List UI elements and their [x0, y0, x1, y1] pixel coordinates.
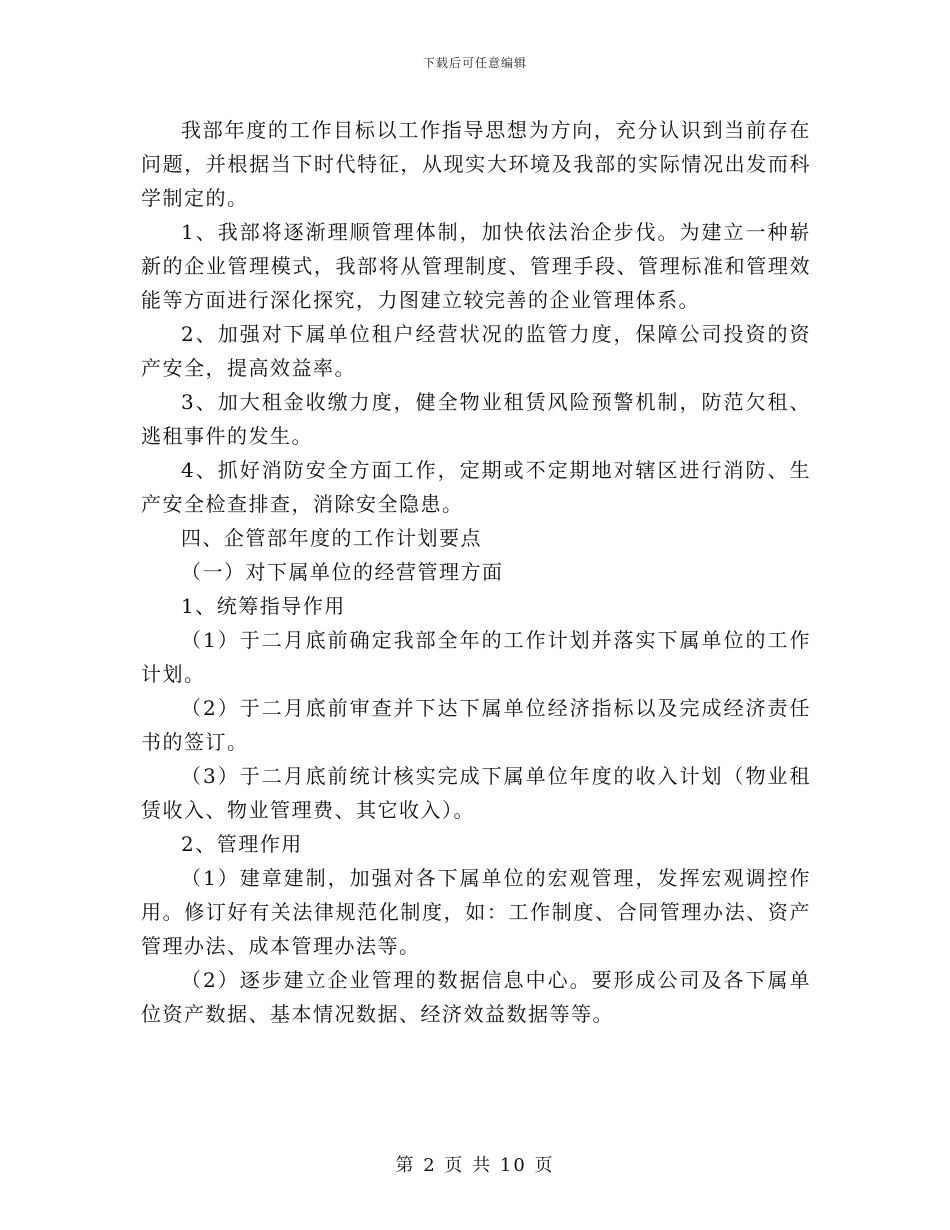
paragraph: 1、我部将逐渐理顺管理体制，加快依法治企步伐。为建立一种崭新的企业管理模式，我部将从管理制度、管理手段、管理标准和管理效能等方面进行深化探究，力图建立较完善的企业管理体系。: [141, 220, 811, 312]
page-footer: [0, 1151, 950, 1177]
paragraph: 3、加大租金收缴力度，健全物业租赁风险预警机制，防范欠租、逃租事件的发生。: [141, 390, 811, 448]
page-label-middle: 页 共: [444, 1155, 493, 1176]
item-heading: 1、统筹指导作用: [181, 594, 346, 618]
paragraph: 2、加强对下属单位租户经营状况的监管力度，保障公司投资的资产安全，提高效益率。: [141, 322, 811, 380]
page-header: 下载后可任意编辑: [422, 56, 527, 70]
section-heading: 四、企管部年度的工作计划要点: [181, 526, 482, 550]
paragraph: （3）于二月底前统计核实完成下属单位年度的收入计划（物业租赁收入、物业管理费、其它收入）。: [141, 764, 811, 822]
total-page-count: 10: [499, 1155, 527, 1176]
subsection-heading: （一）对下属单位的经营管理方面: [181, 560, 504, 584]
paragraph: （2）逐步建立企业管理的数据信息中心。要形成公司及各下属单位资产数据、基本情况数据、经济效益数据等等。: [141, 968, 811, 1026]
paragraph: （1）建章建制，加强对各下属单位的宏观管理，发挥宏观调控作用。修订好有关法律规范化制度，如：工作制度、合同管理办法、资产管理办法、成本管理办法等。: [141, 866, 811, 958]
paragraph: （2）于二月底前审查并下达下属单位经济指标以及完成经济责任书的签订。: [141, 696, 811, 754]
paragraph: 我部年度的工作目标以工作指导思想为方向，充分认识到当前存在问题，并根据当下时代特征，从现实大环境及我部的实际情况出发而科学制定的。: [141, 118, 811, 210]
paragraph: 4、抓好消防安全方面工作，定期或不定期地对辖区进行消防、生产安全检查排查，消除安全隐患。: [141, 458, 811, 516]
current-page-number: 2: [423, 1155, 437, 1176]
page-label-suffix: 页: [534, 1155, 555, 1176]
document-body: [141, 113, 811, 1031]
page-label-prefix: 第: [395, 1155, 416, 1176]
paragraph: （1）于二月底前确定我部全年的工作计划并落实下属单位的工作计划。: [141, 628, 811, 686]
item-heading: 2、管理作用: [181, 832, 303, 856]
